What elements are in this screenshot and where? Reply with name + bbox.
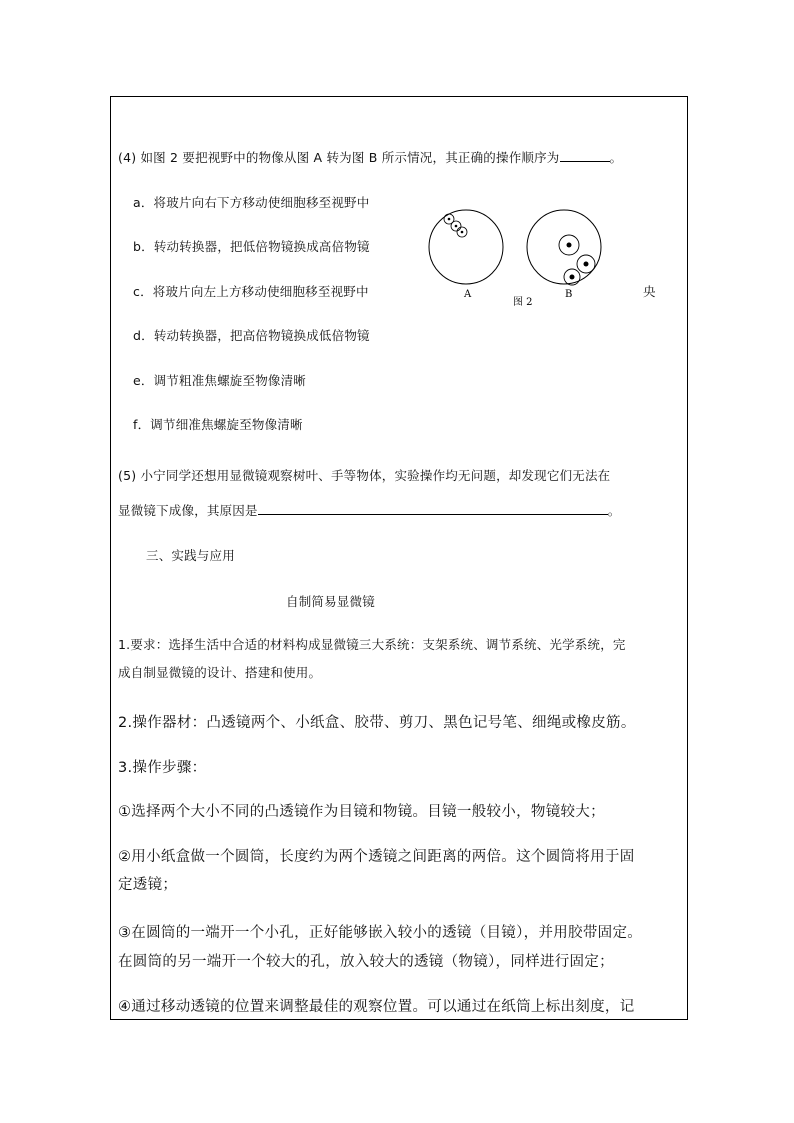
q4-option-d: d．转动转换器，把高倍物镜换成低倍物镜 bbox=[133, 328, 370, 343]
field-of-view-a bbox=[429, 210, 503, 284]
steps-heading: 3.操作步骤： bbox=[118, 760, 207, 776]
nucleus-b2 bbox=[584, 262, 589, 267]
q5-line2-end: 。 bbox=[607, 503, 621, 518]
q4-stem-text: (4) 如图 2 要把视野中的物像从图 A 转为图 B 所示情况，其正确的操作顺序为 bbox=[118, 150, 560, 165]
requirements-line2: 成自制显微镜的设计、搭建和使用。 bbox=[118, 665, 322, 680]
requirements-line1: 1.要求：选择生活中合适的材料构成显微镜三大系统：支架系统、调节系统、光学系统，完 bbox=[118, 637, 626, 652]
step-4-line1: ④通过移动透镜的位置来调整最佳的观察位置。可以通过在纸筒上标出刻度，记 bbox=[118, 999, 635, 1015]
q4-option-b: b．转动转换器，把低倍物镜换成高倍物镜 bbox=[133, 239, 370, 254]
step-3-line2: 在圆筒的另一端开一个较大的孔，放入较大的透镜（物镜），同样进行固定； bbox=[118, 954, 614, 970]
q4-stem-end: 。 bbox=[609, 150, 623, 165]
step-3-line1: ③在圆筒的一端开一个小孔，正好能够嵌入较小的透镜（目镜），并用胶带固定。 bbox=[118, 925, 643, 941]
q5-answer-blank[interactable] bbox=[258, 502, 608, 515]
figure-2 bbox=[418, 204, 618, 308]
q4-option-c: c．将玻片向左上方移动使细胞移至视野中 bbox=[133, 284, 369, 299]
nucleus-b3 bbox=[570, 275, 575, 280]
step-2-line1: ②用小纸盒做一个圆筒，长度约为两个透镜之间距离的两倍。这个圆筒将用于固 bbox=[118, 849, 635, 865]
field-of-view-b bbox=[527, 210, 601, 284]
q4-answer-blank[interactable] bbox=[560, 149, 610, 162]
section3-heading: 三、实践与应用 bbox=[146, 548, 235, 563]
figure-label-b: B bbox=[565, 289, 573, 300]
q4-option-f: f．调节细准焦螺旋至物像清晰 bbox=[133, 417, 303, 432]
q5-line2 bbox=[118, 501, 620, 519]
figure-label-a: A bbox=[464, 289, 472, 300]
q4-option-e: e．调节粗准焦螺旋至物像清晰 bbox=[133, 373, 306, 388]
figure-caption: 图 2 bbox=[513, 297, 533, 308]
materials: 2.操作器材：凸透镜两个、小纸盒、胶带、剪刀、黑色记号笔、细绳或橡皮筋。 bbox=[118, 715, 636, 731]
q4-option-a: a．将玻片向右下方移动使细胞移至视野中 bbox=[133, 195, 370, 210]
nucleus-a3 bbox=[461, 231, 464, 234]
q4-overflow-char: 央 bbox=[643, 284, 656, 299]
nucleus-b1 bbox=[567, 243, 572, 248]
nucleus-a2 bbox=[455, 225, 458, 228]
q5-line2-text: 显微镜下成像，其原因是 bbox=[118, 503, 258, 518]
q4-stem bbox=[118, 148, 622, 166]
nucleus-a1 bbox=[448, 218, 451, 221]
q5-line1: (5) 小宁同学还想用显微镜观察树叶、手等物体，实验操作均无问题，却发现它们无法在 bbox=[118, 468, 611, 483]
step-1: ①选择两个大小不同的凸透镜作为目镜和物镜。目镜一般较小，物镜较大； bbox=[118, 804, 605, 820]
step-2-line2: 定透镜； bbox=[118, 877, 178, 893]
section3-title: 自制简易显微镜 bbox=[286, 594, 375, 609]
